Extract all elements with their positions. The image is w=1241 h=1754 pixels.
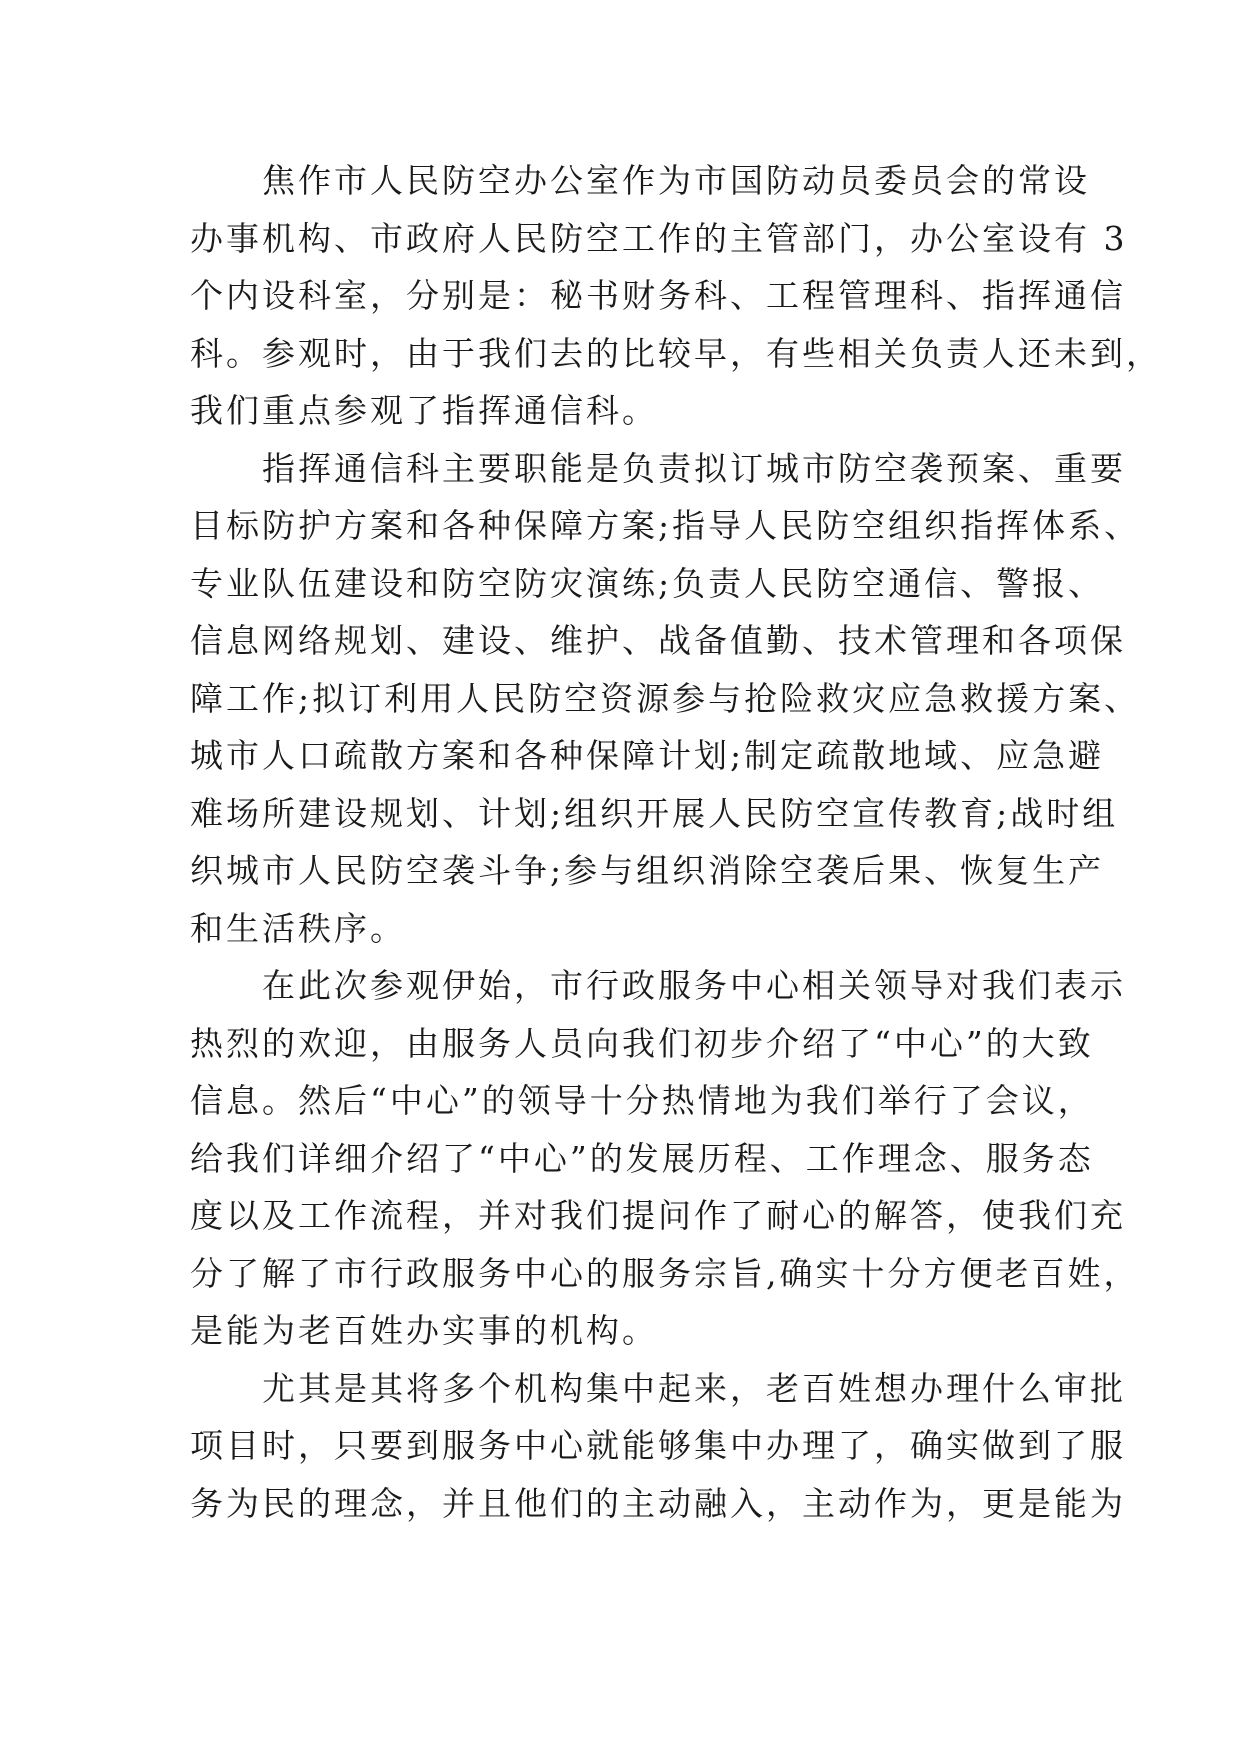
text-line: 织城市人民防空袭斗争;参与组织消除空袭后果、恢复生产 <box>190 851 1105 890</box>
text-line: 度以及工作流程，并对我们提问作了耐心的解答，使我们充 <box>190 1196 1126 1235</box>
text-line: 项目时，只要到服务中心就能够集中办理了，确实做到了服 <box>190 1426 1126 1465</box>
text-line: 指挥通信科主要职能是负责拟订城市防空袭预案、重要 <box>190 448 1126 488</box>
text-line: 难场所建设规划、计划;组织开展人民防空宣传教育;战时组 <box>190 793 1119 833</box>
text-line: 城市人口疏散方案和各种保障计划;制定疏散地域、应急避 <box>190 736 1105 775</box>
text-line: 信息网络规划、建设、维护、战备值勤、技术管理和各项保 <box>190 621 1126 660</box>
text-line: 办事机构、市政府人民防空工作的主管部门，办公室设有 3 <box>190 218 1128 258</box>
text-line: 我们重点参观了指挥通信科。 <box>190 391 658 430</box>
text-line: 在此次参观伊始，市行政服务中心相关领导对我们表示 <box>190 966 1126 1005</box>
text-line: 专业队伍建设和防空防灾演练;负责人民防空通信、警报、 <box>190 563 1105 603</box>
text-line: 信息。然后“中心”的领导十分热情地为我们举行了会议， <box>190 1081 1094 1120</box>
text-line: 科。参观时，由于我们去的比较早，有些相关负责人还未到， <box>190 333 1162 373</box>
text-line: 热烈的欢迎，由服务人员向我们初步介绍了“中心”的大致 <box>190 1023 1094 1063</box>
text-line: 尤其是其将多个机构集中起来，老百姓想办理什么审批 <box>190 1368 1126 1408</box>
text-line: 务为民的理念，并且他们的主动融入，主动作为，更是能为 <box>190 1483 1126 1523</box>
text-line: 焦作市人民防空办公室作为市国防动员委员会的常设 <box>190 161 1090 200</box>
text-line: 是能为老百姓办实事的机构。 <box>190 1311 658 1350</box>
text-line: 给我们详细介绍了“中心”的发展历程、工作理念、服务态 <box>190 1138 1094 1178</box>
text-line: 个内设科室，分别是：秘书财务科、工程管理科、指挥通信 <box>190 276 1126 315</box>
text-line: 和生活秩序。 <box>190 908 406 948</box>
text-line: 目标防护方案和各种保障方案;指导人民防空组织指挥体系、 <box>190 506 1141 545</box>
body-text <box>190 152 1162 1532</box>
text-line: 分了解了市行政服务中心的服务宗旨,确实十分方便老百姓， <box>190 1253 1140 1293</box>
text-line: 障工作;拟订利用人民防空资源参与抢险救灾应急救援方案、 <box>190 678 1141 718</box>
